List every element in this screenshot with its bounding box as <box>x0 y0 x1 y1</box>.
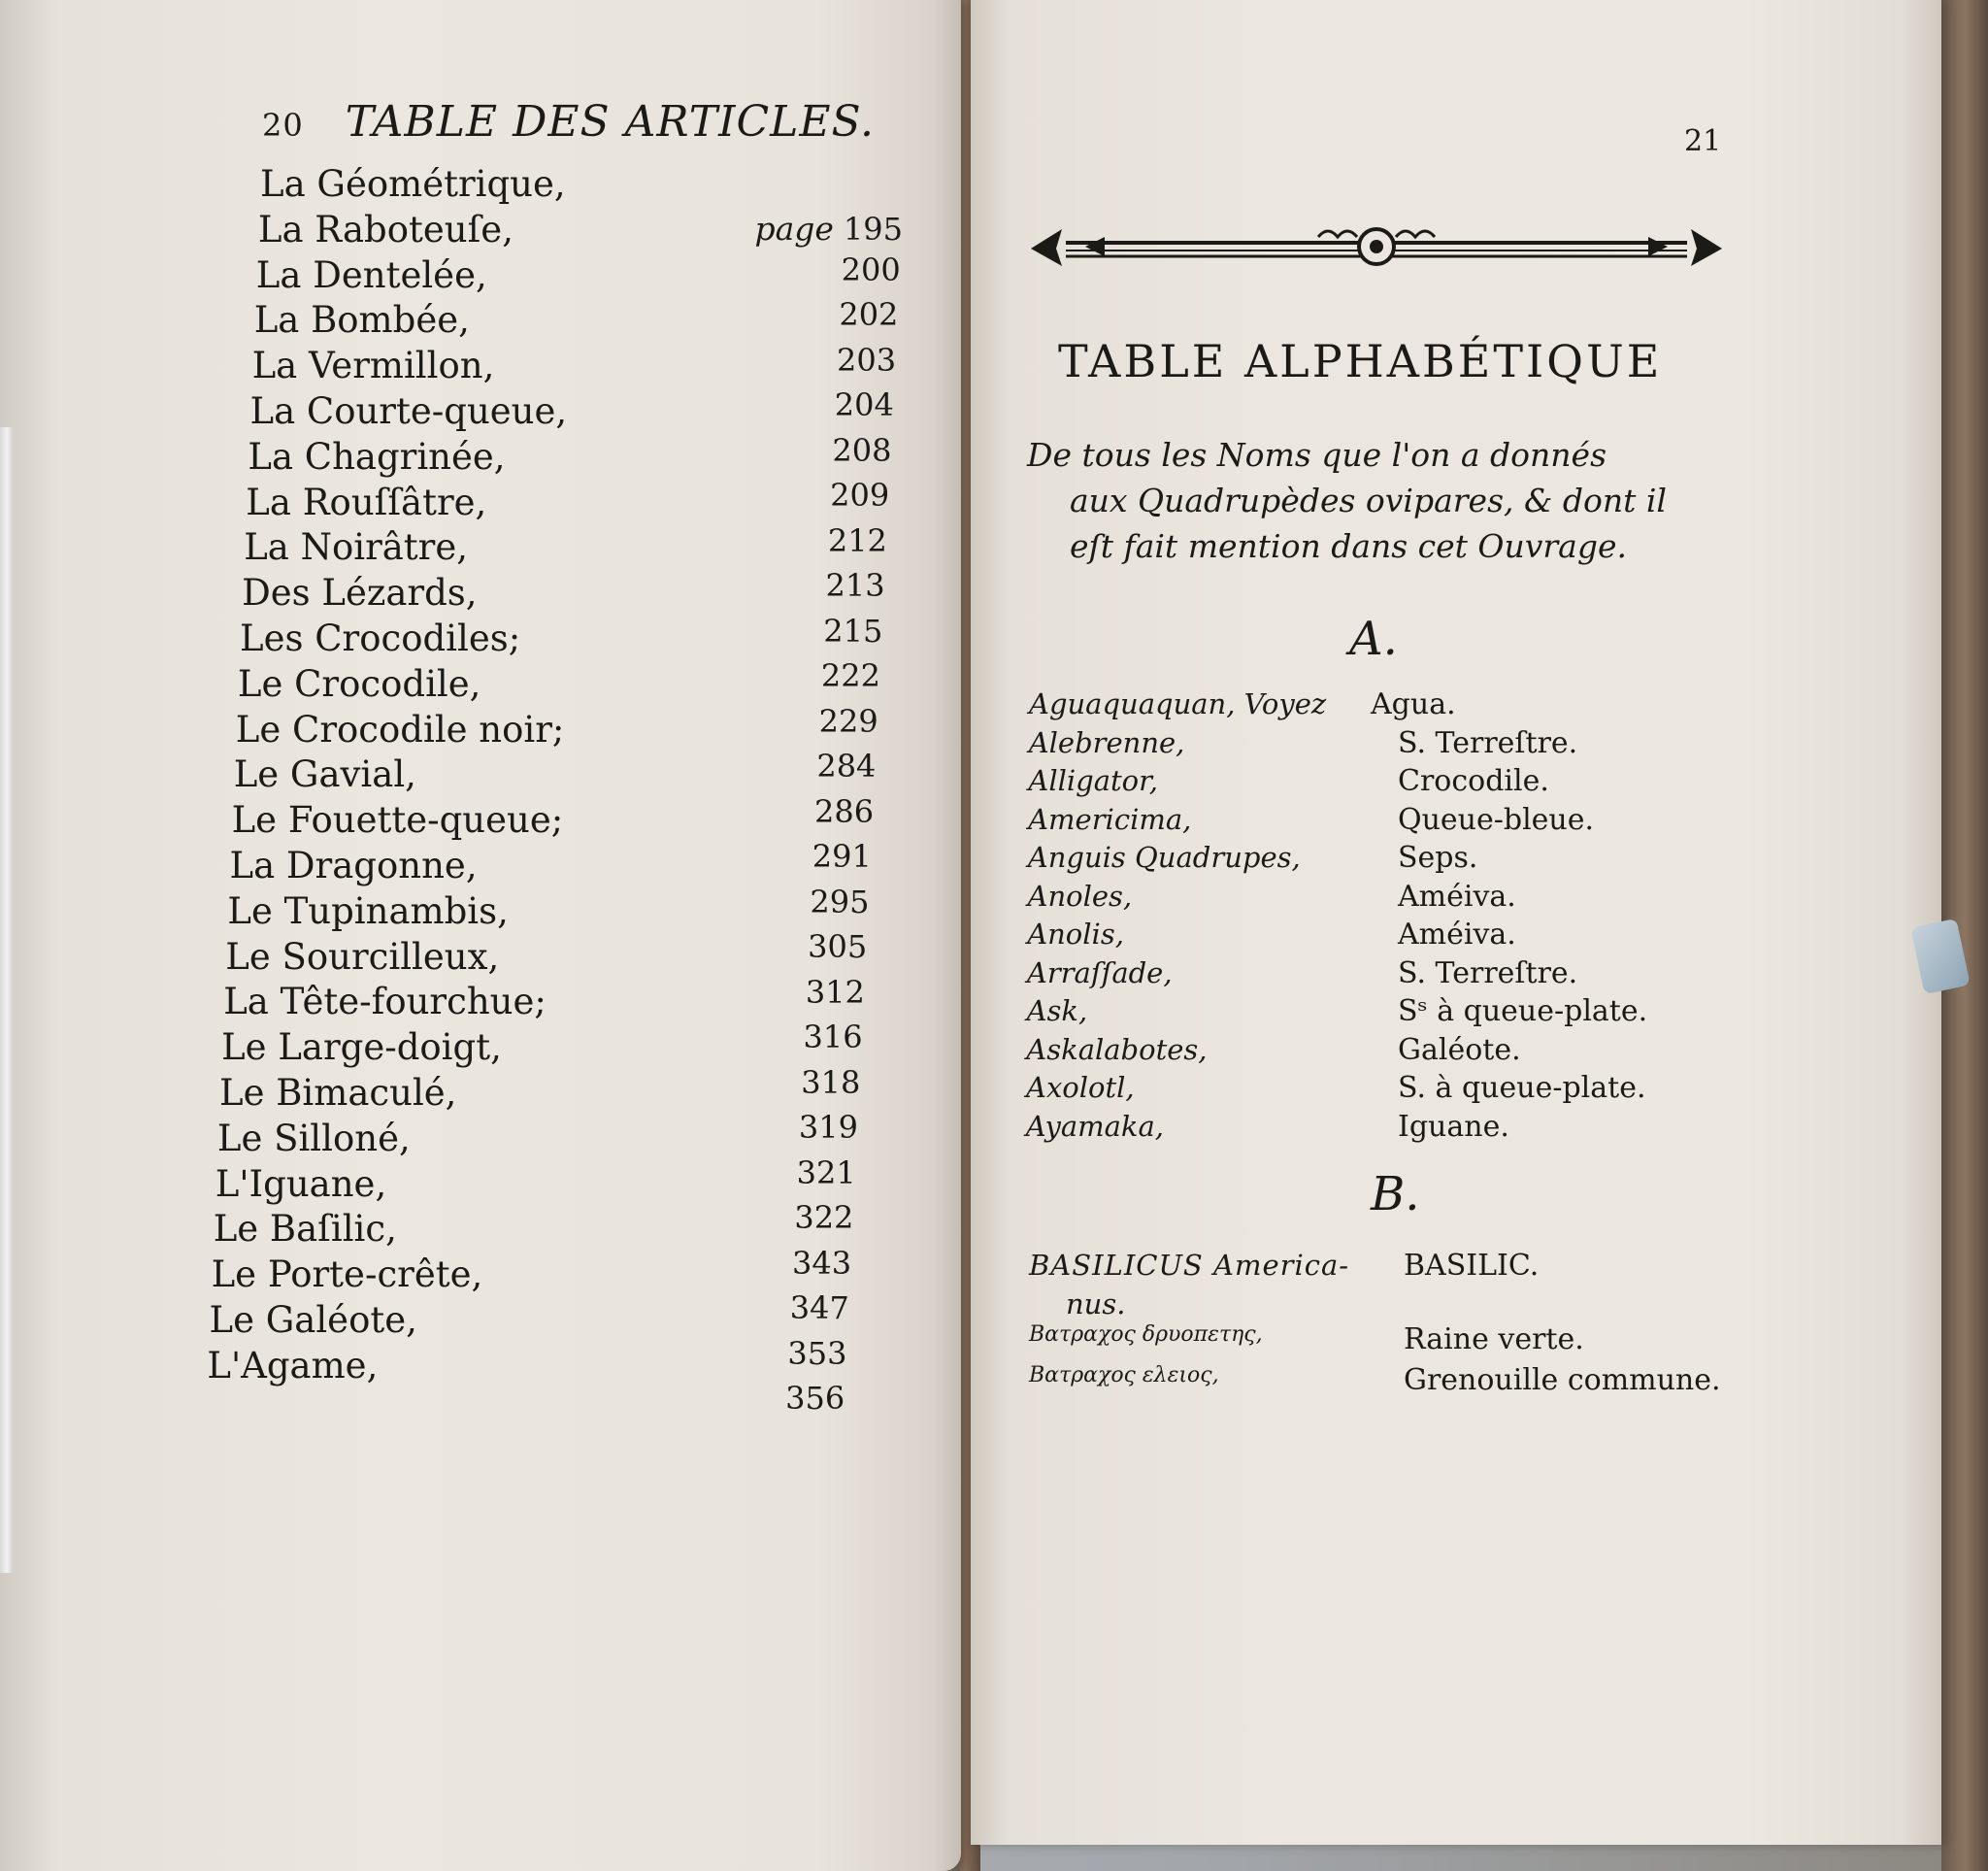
page-number-value: 291 <box>812 838 872 875</box>
article-entry-name: L'Iguane, <box>215 1162 387 1205</box>
article-entry-name: La Géométrique, <box>260 163 566 205</box>
index-entry-reference: Galéote. <box>1398 1032 1521 1067</box>
index-entry-name: Alebrenne, <box>1028 725 1185 759</box>
article-entry-name: La Courte-queue, <box>249 390 568 432</box>
page-number-value: 222 <box>820 657 880 694</box>
page-number-value: 319 <box>798 1109 858 1146</box>
page-number-value: 284 <box>816 748 877 785</box>
index-section-letter: B. <box>1371 1167 1420 1221</box>
page-number-value: 202 <box>839 296 899 333</box>
article-entry-name: Le Gavial, <box>233 753 416 796</box>
page-number-value: 213 <box>825 567 885 604</box>
subtitle-line: aux Quadrupèdes ovipares, & dont il <box>1070 482 1667 519</box>
article-entry-name: La Rouſſâtre, <box>246 481 487 523</box>
left-page-title: TABLE DES ARTICLES. <box>345 97 876 147</box>
index-entry-reference: Grenouille commune. <box>1404 1363 1721 1397</box>
article-entry-page <box>826 567 885 604</box>
ornament-band-icon <box>1027 223 1726 270</box>
page-number-value: 208 <box>832 431 892 469</box>
index-entry-name: Arraſſade, <box>1026 955 1173 989</box>
page-number-value: 356 <box>785 1380 845 1417</box>
article-entry-page <box>804 1019 863 1055</box>
index-entry-reference: S. à queue-plate. <box>1398 1071 1646 1105</box>
article-entry-page <box>828 522 887 559</box>
article-entry-page <box>812 838 872 875</box>
page-number-value: 286 <box>814 792 875 830</box>
page-number-value: 195 <box>843 211 903 248</box>
left-page-number: 20 <box>262 107 304 144</box>
article-entry-name: La Chagrinée, <box>248 435 506 478</box>
article-entry-name: La Vermillon, <box>251 345 495 387</box>
index-entry-name: Axolotl, <box>1026 1071 1135 1104</box>
article-entry-name: Le Large-doigt, <box>221 1026 502 1069</box>
page-number-value: 321 <box>796 1153 856 1191</box>
index-entry-reference: Agua. <box>1371 687 1456 721</box>
index-entry-reference: Améiva. <box>1398 918 1516 952</box>
article-entry-name: La Dragonne, <box>229 845 478 886</box>
article-entry-page <box>821 657 880 694</box>
index-entry-reference: S. Terreſtre. <box>1398 725 1578 760</box>
article-entry-name: La Noirâtre, <box>244 526 469 569</box>
article-entry-name: Les Crocodiles; <box>240 618 521 659</box>
page-number-value: 215 <box>823 612 883 650</box>
subtitle-line: eſt fait mention dans cet Ouvrage. <box>1070 527 1627 565</box>
index-entry-name: Alligator, <box>1028 764 1159 797</box>
index-entry-name: BASILICUS America- <box>1029 1249 1350 1282</box>
index-entry-reference: Améiva. <box>1398 879 1516 914</box>
page-number-value: 353 <box>787 1334 847 1372</box>
page-number-value: 203 <box>837 341 897 379</box>
article-entry-page <box>799 1109 858 1146</box>
article-entry-page <box>787 1335 846 1372</box>
page-number-value: 204 <box>834 386 894 423</box>
article-entry-page <box>801 1064 860 1101</box>
article-entry-page <box>785 1380 845 1417</box>
article-entry-page <box>797 1154 856 1191</box>
article-entry-page <box>842 251 901 288</box>
index-entry-name: Askalabotes, <box>1026 1032 1208 1066</box>
index-entry-reference: Raine verte. <box>1404 1322 1584 1356</box>
article-entry-name: La Bombée, <box>253 299 470 342</box>
index-entry-reference: Queue-bleue. <box>1398 802 1595 837</box>
article-entry-page <box>832 432 891 469</box>
index-subtitle <box>1027 432 1745 569</box>
article-entry-name: Le Silloné, <box>216 1117 411 1159</box>
article-entry-name: La Raboteuſe, <box>257 208 514 251</box>
index-entry-name: Ask, <box>1026 994 1088 1027</box>
article-entry-name: Le Bimaculé, <box>219 1072 457 1114</box>
page-number-value: 200 <box>841 251 901 288</box>
page-number-value: 305 <box>808 928 868 965</box>
index-entry-name: Βατραχος ελειος, <box>1029 1363 1219 1387</box>
page-label: page <box>754 210 834 248</box>
article-entry-page <box>792 1245 851 1282</box>
article-entry-name: Le Galéote, <box>209 1299 417 1341</box>
page-number-value: 316 <box>803 1019 863 1055</box>
article-entry-name: Le Tupinambis, <box>227 889 509 932</box>
index-entry-reference: Iguane. <box>1398 1109 1509 1144</box>
index-entry-name: Anoles, <box>1027 879 1133 913</box>
article-entry-name: Le Crocodile, <box>237 662 481 705</box>
index-entry-name: Βατραχος δρυοπετης, <box>1029 1322 1263 1347</box>
article-entry-page <box>790 1289 849 1326</box>
page-number-value: 312 <box>805 973 865 1011</box>
article-entry-page <box>806 974 865 1011</box>
index-entry-reference: BASILIC. <box>1404 1249 1540 1283</box>
article-entry-name: Le Baſilic, <box>213 1208 397 1251</box>
article-entry-name: Le Fouette-queue; <box>231 799 564 842</box>
index-entry-reference: Seps. <box>1398 841 1478 875</box>
article-entry-page <box>835 386 894 423</box>
index-entry-name-continued: nus. <box>1066 1287 1126 1320</box>
article-entry-page <box>839 296 898 333</box>
article-entry-page <box>794 1199 853 1236</box>
index-title: TABLE ALPHABÉTIQUE <box>1058 335 1663 387</box>
page-number-value: 343 <box>792 1244 852 1282</box>
page-number-value: 347 <box>789 1289 849 1326</box>
index-entry-reference: Crocodile. <box>1398 764 1549 798</box>
page-number-value: 322 <box>794 1199 854 1236</box>
article-entry-page <box>837 342 896 379</box>
index-entry-name: Anolis, <box>1027 918 1124 951</box>
index-entry-name: Americima, <box>1028 802 1192 836</box>
index-section-letter: A. <box>1349 612 1398 666</box>
right-page-number: 21 <box>1684 124 1722 158</box>
article-entry-page <box>810 884 869 920</box>
page-edge <box>0 427 14 1573</box>
article-entry-page <box>830 477 889 514</box>
article-entry-page <box>808 928 867 965</box>
page-number-value: 209 <box>830 477 890 514</box>
index-entry-reference: Sˢ à queue-plate. <box>1398 994 1648 1028</box>
page-number-value: 295 <box>810 883 870 920</box>
page-number-value: 318 <box>801 1063 861 1101</box>
article-entry-page <box>819 703 878 740</box>
index-entry-reference: S. Terreſtre. <box>1398 955 1578 990</box>
subtitle-line: De tous les Noms que l'on a donnés <box>1027 436 1607 474</box>
left-page-header <box>262 97 875 147</box>
index-entry-name: Anguis Quadrupes, <box>1027 841 1301 874</box>
article-entry-name: L'Agame, <box>207 1344 379 1387</box>
article-entry-page <box>823 613 882 650</box>
article-entry-name: La Tête-fourchue; <box>223 981 547 1023</box>
article-entry-name: Le Crocodile noir; <box>235 708 565 751</box>
article-entry-page <box>814 793 874 830</box>
article-entry-name: Le Sourcilleux, <box>225 935 500 978</box>
article-entry-page <box>816 748 876 785</box>
page-number-value: 212 <box>827 521 887 559</box>
article-entry-name: Des Lézards, <box>242 572 478 615</box>
index-entry-name: Aguaquaquan, Voyez <box>1029 687 1327 720</box>
article-entry-name: La Dentelée, <box>255 253 487 296</box>
page-number-value: 229 <box>818 702 878 740</box>
article-entry-name: Le Porte-crête, <box>211 1253 483 1296</box>
article-entry-page <box>754 210 903 248</box>
index-entry-name: Ayamaka, <box>1025 1109 1164 1143</box>
